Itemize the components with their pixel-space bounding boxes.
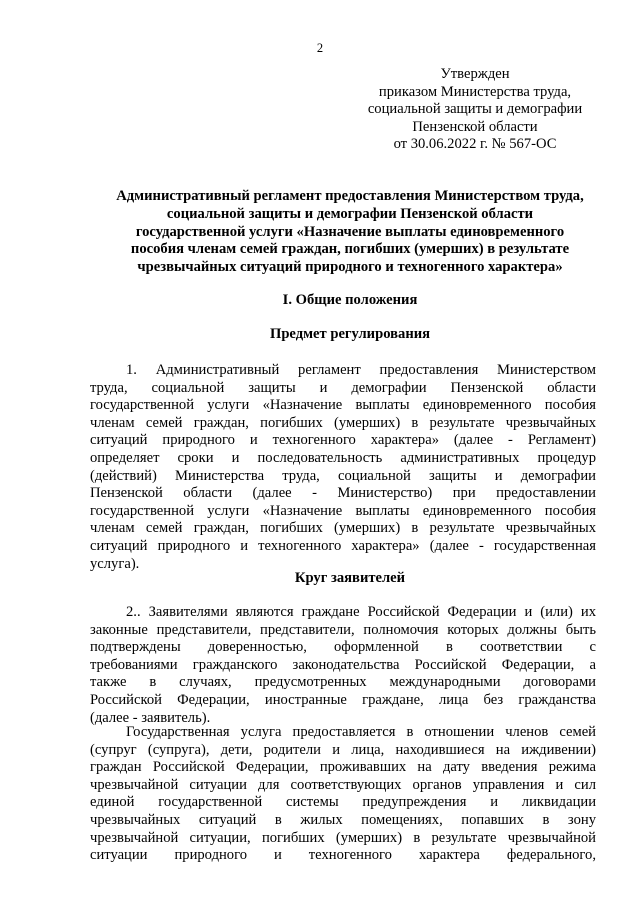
paragraph-3: [90, 724, 596, 865]
text-line: ситуаций природного и техногенного характера» (далее - государственная: [90, 537, 596, 554]
text-line: труда, социальной защиты и демографии Пензенской области: [90, 379, 596, 396]
approval-line: приказом Министерства труда,: [378, 83, 572, 100]
title-line: чрезвычайных ситуаций природного и техногенного характера»: [137, 259, 563, 276]
approval-line: Пензенской области: [412, 118, 538, 135]
text-line: единой государственной системы предупреждения и ликвидации: [90, 794, 596, 811]
text-line: Государственная услуга предоставляется в отношении членов семей: [126, 724, 596, 740]
text-line: (далее - заявитель).: [90, 709, 211, 726]
title-line: Административный регламент предоставления Министерством труда,: [116, 188, 584, 204]
text-line: Пензенской области (далее - Министерство) при предоставлении: [90, 485, 596, 502]
text-line: государственной услуги «Назначение выплаты единовременного пособия: [90, 502, 596, 519]
text-line: чрезвычайных ситуаций в жилых помещениях, попавших в зону: [90, 811, 596, 828]
text-line: 1. Административный регламент предоставления Министерством: [126, 362, 596, 378]
title-line: государственной услуги «Назначение выплаты единовременного: [135, 223, 565, 240]
text-line: чрезвычайной ситуации, погибших (умерших) в результате чрезвычайной: [90, 829, 596, 846]
paragraph-1: [90, 362, 596, 573]
text-line: (супруг (супруга), дети, родители и лица, находившиеся на иждивении): [90, 741, 596, 758]
paragraph-2: [90, 604, 596, 727]
text-line: членам семей граждан, погибших (умерших) в результате чрезвычайных: [90, 520, 596, 537]
approval-line: Утвержден: [440, 66, 510, 82]
text-line: государственной услуги «Назначение выплаты единовременного пособия: [90, 397, 596, 414]
text-line: требованиями гражданского законодательства Российской Федерации, а: [90, 656, 596, 673]
text-line: чрезвычайной ситуации для соответствующих органов управления и сил: [90, 776, 596, 793]
document-title: [80, 188, 620, 277]
title-line: пособия членам семей граждан, погибших (умерших) в результате: [130, 241, 570, 258]
approval-block: [340, 66, 610, 154]
text-line: ситуации природного и техногенного характера федерального,: [90, 847, 596, 864]
text-line: членам семей граждан, погибших (умерших) в результате чрезвычайных: [90, 414, 596, 431]
section-heading: I. Общие положения: [282, 292, 418, 308]
text-line: (действий) Министерства труда, социальной защиты и демографии: [90, 467, 596, 484]
text-line: также в случаях, предусмотренных международными договорами: [90, 674, 596, 691]
text-line: ситуаций природного и техногенного характера» (далее - Регламент): [90, 432, 596, 449]
text-line: граждан Российской Федерации, проживавших на дату введения режима: [90, 759, 596, 776]
subheading-applicants: Круг заявителей: [294, 570, 406, 586]
text-line: определяет сроки и последовательность административных процедур: [90, 449, 596, 466]
text-line: 2.. Заявителями являются граждане Российской Федерации и (или) их: [126, 604, 596, 620]
page-number: 2: [316, 41, 324, 55]
text-line: Российской Федерации, иностранные граждане, лица без гражданства: [90, 691, 596, 708]
approval-line: социальной защиты и демографии: [367, 101, 583, 118]
text-line: законные представители, представители, полномочия которых должны быть: [90, 621, 596, 638]
approval-line: от 30.06.2022 г. № 567-ОС: [393, 136, 557, 153]
text-line: услуга).: [90, 555, 140, 572]
title-line: социальной защиты и демографии Пензенской области: [166, 205, 534, 222]
text-line: подтверждены доверенностью, оформленной в соответствии с: [90, 639, 596, 656]
subheading-subject: Предмет регулирования: [269, 326, 431, 342]
